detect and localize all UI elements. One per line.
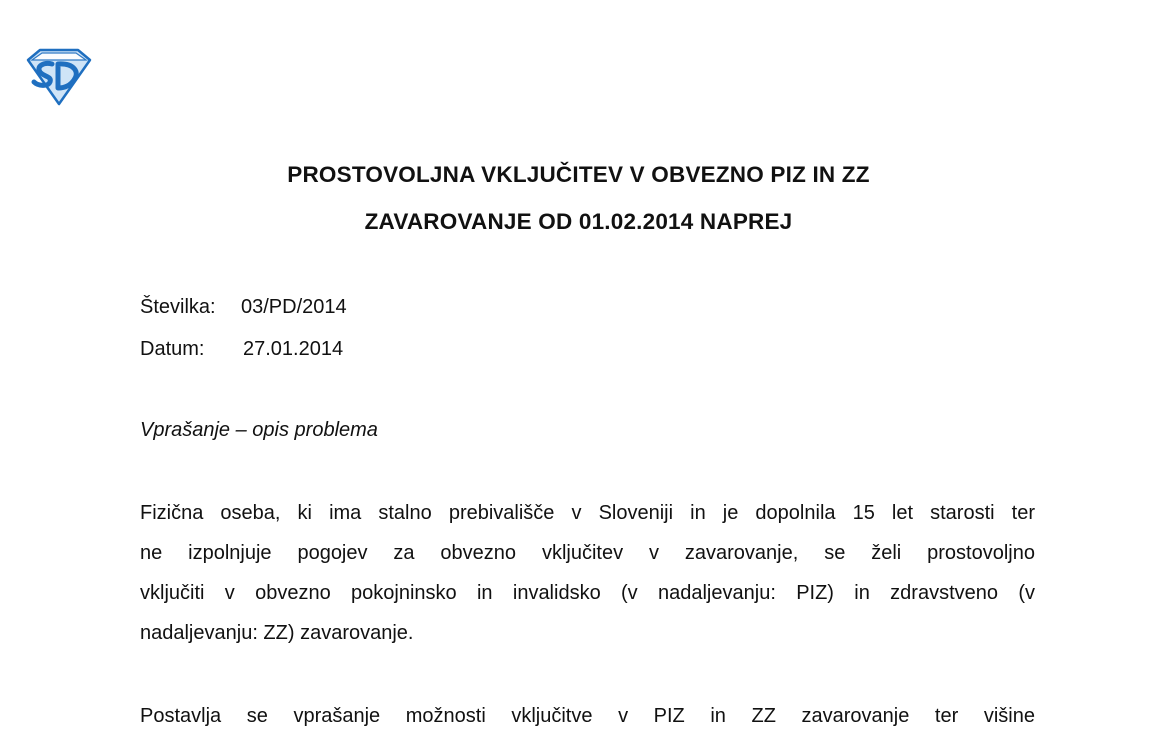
paragraph-line: Postavlja se vprašanje možnosti vključitve v PIZ in ZZ zavarovanje ter višine (140, 705, 1035, 727)
paragraph-line: vključiti v obvezno pokojninsko in invalidsko (v nadaljevanju: PIZ) in zdravstveno (v (140, 582, 1035, 604)
title-line-1: PROSTOVOLJNA VKLJUČITEV V OBVEZNO PIZ IN ZZ (287, 162, 870, 187)
number-label: Številka: (140, 296, 216, 318)
paragraph-line: nadaljevanju: ZZ) zavarovanje. (140, 622, 414, 644)
paragraph-2 (140, 696, 1035, 736)
date-value: 27.01.2014 (243, 338, 344, 360)
sd-logo (22, 48, 96, 106)
number-value: 03/PD/2014 (241, 296, 347, 318)
date-label: Datum: (140, 338, 205, 360)
paragraph-line: ne izpolnjuje pogojev za obvezno vključitev v zavarovanje, se želi prostovoljno (140, 542, 1035, 564)
section-heading: Vprašanje – opis problema (140, 419, 378, 441)
paragraph-line: Fizična oseba, ki ima stalno prebivališče v Sloveniji in je dopolnila 15 let starosti ter (140, 502, 1035, 524)
paragraph-1 (140, 493, 1035, 653)
title-line-2: ZAVAROVANJE OD 01.02.2014 NAPREJ (364, 209, 793, 234)
